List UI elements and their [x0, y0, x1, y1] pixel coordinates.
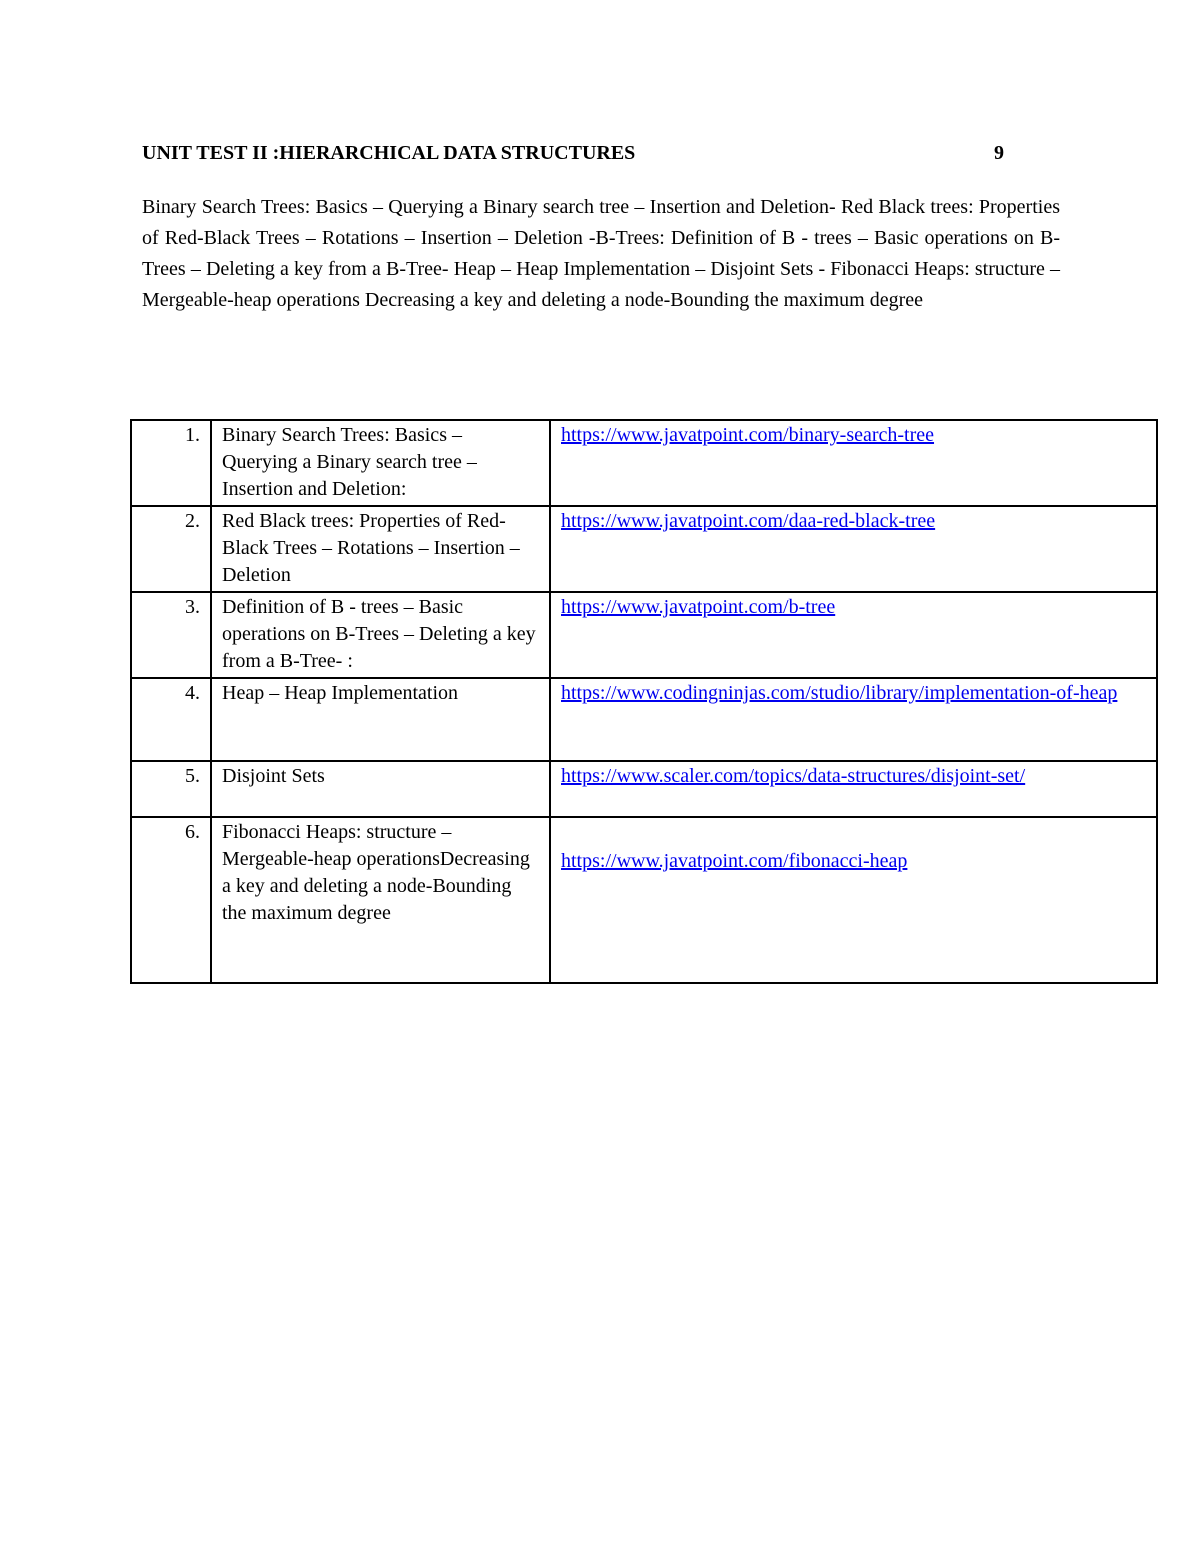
row-link-cell [550, 420, 1157, 506]
row-number: 2. [131, 506, 211, 592]
row-number: 6. [131, 817, 211, 983]
row-topic: Definition of B - trees – Basic operations on B-Trees – Deleting a key from a B-Tree- : [211, 592, 550, 678]
topic-links-table [130, 419, 1158, 984]
row-link[interactable]: https://www.scaler.com/topics/data-structures/disjoint-set/ [561, 765, 1026, 787]
unit-heading [142, 142, 1004, 165]
row-number: 4. [131, 678, 211, 761]
row-link[interactable]: https://www.codingninjas.com/studio/library/implementation-of-heap [561, 682, 1118, 704]
row-number: 1. [131, 420, 211, 506]
row-topic: Disjoint Sets [211, 761, 550, 817]
row-topic: Fibonacci Heaps: structure – Mergeable-heap operationsDecreasing a key and deleting a node-Bounding the maximum degree [211, 817, 550, 983]
row-link[interactable]: https://www.javatpoint.com/daa-red-black-tree [561, 510, 936, 532]
row-link-cell [550, 506, 1157, 592]
unit-title: UNIT TEST II :HIERARCHICAL DATA STRUCTURES [142, 142, 636, 164]
row-number: 5. [131, 761, 211, 817]
table-row [131, 592, 1157, 678]
table-row [131, 678, 1157, 761]
row-topic: Red Black trees: Properties of Red-Black Trees – Rotations – Insertion – Deletion [211, 506, 550, 592]
row-link[interactable]: https://www.javatpoint.com/fibonacci-heap [561, 850, 908, 872]
row-link-cell [550, 592, 1157, 678]
row-link-cell [550, 817, 1157, 983]
row-link[interactable]: https://www.javatpoint.com/binary-search-tree [561, 424, 935, 446]
row-number: 3. [131, 592, 211, 678]
unit-hours: 9 [994, 142, 1004, 164]
unit-syllabus-text: Binary Search Trees: Basics – Querying a Binary search tree – Insertion and Deletion- Red Black trees: Properties of Red-Black Trees – Rotations – Insertion – Deletion -B-Trees: Definition of B - trees – Basic operations on B-Trees – Deleting a key from a B-Tree- Heap – Heap Implementation – Disjoint Sets - Fibonacci Heaps: structure – Mergeable-heap operations Decreasing a key and deleting a node-Bounding the maximum degree [142, 196, 1060, 311]
table-row [131, 761, 1157, 817]
row-topic: Binary Search Trees: Basics – Querying a Binary search tree – Insertion and Deletion: [211, 420, 550, 506]
table-row [131, 506, 1157, 592]
table-row [131, 420, 1157, 506]
row-link-cell [550, 761, 1157, 817]
row-topic: Heap – Heap Implementation [211, 678, 550, 761]
row-link-cell [550, 678, 1157, 761]
row-link[interactable]: https://www.javatpoint.com/b-tree [561, 596, 836, 618]
table-row [131, 817, 1157, 983]
